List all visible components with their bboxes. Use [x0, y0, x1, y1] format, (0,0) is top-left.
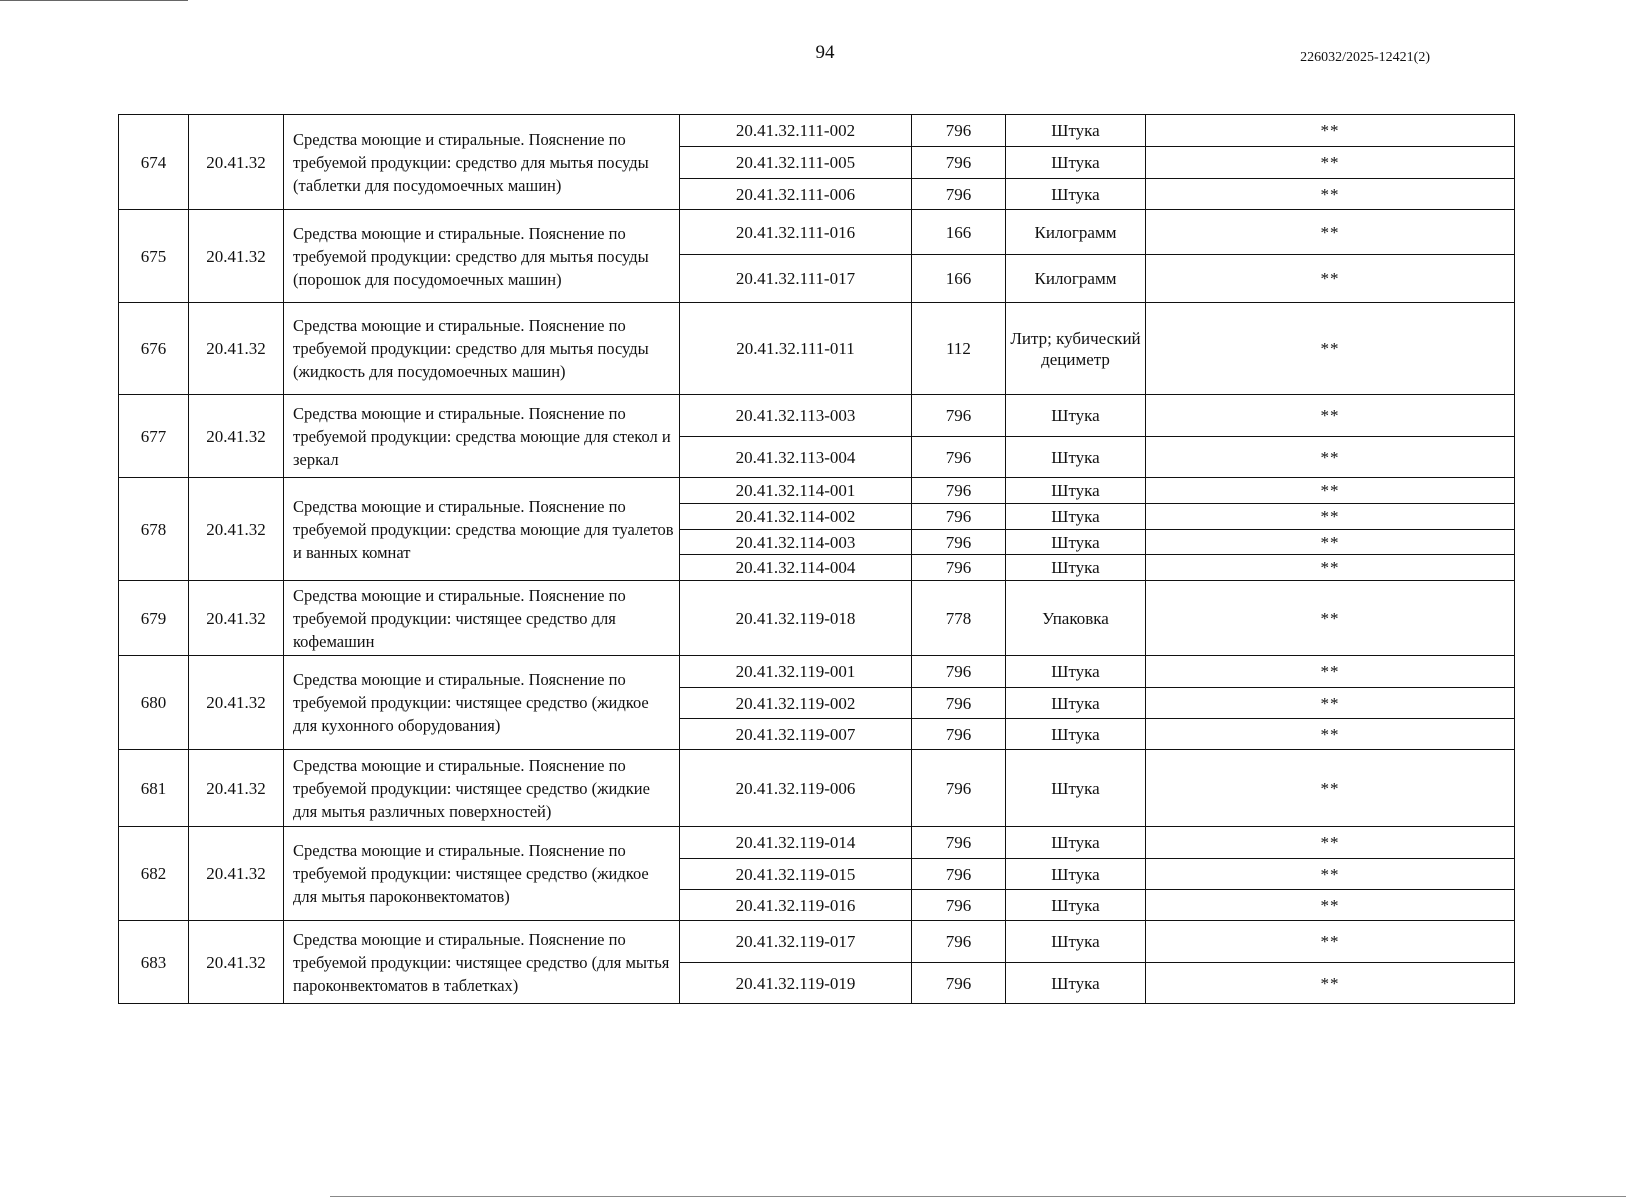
description-cell: Средства моющие и стиральные. Пояснение по требуемой продукции: средство для мытья посуды (таблетки для посудомоечных машин) — [284, 115, 680, 210]
note-cell: ** — [1146, 963, 1515, 1004]
note-cell: ** — [1146, 656, 1515, 688]
note-cell: ** — [1146, 859, 1515, 890]
table-row — [119, 581, 1515, 656]
ktru-code-cell: 20.41.32.114-002 — [680, 504, 912, 530]
note-cell: ** — [1146, 750, 1515, 827]
ktru-code-cell: 20.41.32.111-011 — [680, 303, 912, 395]
okei-code-cell: 796 — [912, 437, 1006, 478]
ktru-code-cell: 20.41.32.114-001 — [680, 478, 912, 504]
row-number-cell: 681 — [119, 750, 189, 827]
ktru-code-cell: 20.41.32.111-006 — [680, 179, 912, 210]
okpd-code-cell: 20.41.32 — [189, 478, 284, 581]
okei-code-cell: 796 — [912, 147, 1006, 179]
note-cell: ** — [1146, 395, 1515, 437]
ktru-code-cell: 20.41.32.114-004 — [680, 555, 912, 581]
table-row — [119, 478, 1515, 504]
okpd-code-cell: 20.41.32 — [189, 210, 284, 303]
unit-cell: Штука — [1006, 179, 1146, 210]
unit-cell: Штука — [1006, 963, 1146, 1004]
note-cell: ** — [1146, 555, 1515, 581]
ktru-code-cell: 20.41.32.119-006 — [680, 750, 912, 827]
row-number-cell: 682 — [119, 827, 189, 921]
unit-cell: Штука — [1006, 890, 1146, 921]
okei-code-cell: 796 — [912, 719, 1006, 750]
note-cell: ** — [1146, 719, 1515, 750]
unit-cell: Штука — [1006, 827, 1146, 859]
scan-edge-bottom — [330, 1196, 1626, 1197]
unit-cell: Штука — [1006, 750, 1146, 827]
description-cell: Средства моющие и стиральные. Пояснение по требуемой продукции: чистящее средство (для мытья пароконвектоматов в таблетках) — [284, 921, 680, 1004]
table-row — [119, 303, 1515, 395]
unit-cell: Штука — [1006, 478, 1146, 504]
row-number-cell: 678 — [119, 478, 189, 581]
unit-cell: Килограмм — [1006, 210, 1146, 255]
note-cell: ** — [1146, 921, 1515, 963]
okei-code-cell: 796 — [912, 504, 1006, 530]
product-table — [118, 114, 1515, 1004]
ktru-code-cell: 20.41.32.111-016 — [680, 210, 912, 255]
unit-cell: Штука — [1006, 504, 1146, 530]
note-cell: ** — [1146, 303, 1515, 395]
okei-code-cell: 796 — [912, 395, 1006, 437]
ktru-code-cell: 20.41.32.111-002 — [680, 115, 912, 147]
note-cell: ** — [1146, 530, 1515, 555]
description-cell: Средства моющие и стиральные. Пояснение по требуемой продукции: чистящее средство для кофемашин — [284, 581, 680, 656]
ktru-code-cell: 20.41.32.119-016 — [680, 890, 912, 921]
okpd-code-cell: 20.41.32 — [189, 303, 284, 395]
unit-cell: Упаковка — [1006, 581, 1146, 656]
note-cell: ** — [1146, 210, 1515, 255]
okei-code-cell: 796 — [912, 750, 1006, 827]
ktru-code-cell: 20.41.32.119-018 — [680, 581, 912, 656]
note-cell: ** — [1146, 255, 1515, 303]
unit-cell: Штука — [1006, 530, 1146, 555]
note-cell: ** — [1146, 581, 1515, 656]
ktru-code-cell: 20.41.32.113-004 — [680, 437, 912, 478]
description-cell: Средства моющие и стиральные. Пояснение по требуемой продукции: средство для мытья посуды (порошок для посудомоечных машин) — [284, 210, 680, 303]
ktru-code-cell: 20.41.32.119-007 — [680, 719, 912, 750]
description-cell: Средства моющие и стиральные. Пояснение по требуемой продукции: чистящее средство (жидкое для кухонного оборудования) — [284, 656, 680, 750]
ktru-code-cell: 20.41.32.119-002 — [680, 688, 912, 719]
row-number-cell: 677 — [119, 395, 189, 478]
okei-code-cell: 778 — [912, 581, 1006, 656]
okei-code-cell: 796 — [912, 963, 1006, 1004]
page-number: 94 — [815, 42, 835, 63]
ktru-code-cell: 20.41.32.119-001 — [680, 656, 912, 688]
unit-cell: Штука — [1006, 555, 1146, 581]
table-row — [119, 115, 1515, 147]
okei-code-cell: 796 — [912, 890, 1006, 921]
row-number-cell: 675 — [119, 210, 189, 303]
ktru-code-cell: 20.41.32.119-015 — [680, 859, 912, 890]
note-cell: ** — [1146, 115, 1515, 147]
unit-cell: Килограмм — [1006, 255, 1146, 303]
okei-code-cell: 796 — [912, 921, 1006, 963]
okei-code-cell: 796 — [912, 859, 1006, 890]
table-row — [119, 656, 1515, 688]
okei-code-cell: 796 — [912, 115, 1006, 147]
note-cell: ** — [1146, 504, 1515, 530]
unit-cell: Литр; кубический дециметр — [1006, 303, 1146, 395]
description-cell: Средства моющие и стиральные. Пояснение по требуемой продукции: чистящее средство (жидкое для мытья пароконвектоматов) — [284, 827, 680, 921]
ktru-code-cell: 20.41.32.113-003 — [680, 395, 912, 437]
okpd-code-cell: 20.41.32 — [189, 921, 284, 1004]
okpd-code-cell: 20.41.32 — [189, 656, 284, 750]
row-number-cell: 679 — [119, 581, 189, 656]
unit-cell: Штука — [1006, 921, 1146, 963]
ktru-code-cell: 20.41.32.119-019 — [680, 963, 912, 1004]
row-number-cell: 680 — [119, 656, 189, 750]
okpd-code-cell: 20.41.32 — [189, 395, 284, 478]
description-cell: Средства моющие и стиральные. Пояснение по требуемой продукции: средства моющие для стекол и зеркал — [284, 395, 680, 478]
okpd-code-cell: 20.41.32 — [189, 115, 284, 210]
table-row — [119, 395, 1515, 437]
unit-cell: Штука — [1006, 147, 1146, 179]
ktru-code-cell: 20.41.32.111-017 — [680, 255, 912, 303]
unit-cell: Штука — [1006, 859, 1146, 890]
unit-cell: Штука — [1006, 719, 1146, 750]
okei-code-cell: 796 — [912, 179, 1006, 210]
note-cell: ** — [1146, 147, 1515, 179]
note-cell: ** — [1146, 437, 1515, 478]
okei-code-cell: 796 — [912, 688, 1006, 719]
table-row — [119, 921, 1515, 963]
row-number-cell: 683 — [119, 921, 189, 1004]
okei-code-cell: 796 — [912, 656, 1006, 688]
description-cell: Средства моющие и стиральные. Пояснение по требуемой продукции: средство для мытья посуды (жидкость для посудомоечных машин) — [284, 303, 680, 395]
note-cell: ** — [1146, 827, 1515, 859]
unit-cell: Штука — [1006, 656, 1146, 688]
table-row — [119, 827, 1515, 859]
unit-cell: Штука — [1006, 115, 1146, 147]
note-cell: ** — [1146, 890, 1515, 921]
okpd-code-cell: 20.41.32 — [189, 581, 284, 656]
okpd-code-cell: 20.41.32 — [189, 827, 284, 921]
row-number-cell: 676 — [119, 303, 189, 395]
description-cell: Средства моющие и стиральные. Пояснение по требуемой продукции: средства моющие для туалетов и ванных комнат — [284, 478, 680, 581]
table-row — [119, 750, 1515, 827]
okei-code-cell: 796 — [912, 555, 1006, 581]
okpd-code-cell: 20.41.32 — [189, 750, 284, 827]
document-id: 226032/2025-12421(2) — [1300, 50, 1430, 65]
okei-code-cell: 112 — [912, 303, 1006, 395]
note-cell: ** — [1146, 179, 1515, 210]
row-number-cell: 674 — [119, 115, 189, 210]
unit-cell: Штука — [1006, 395, 1146, 437]
table-row — [119, 210, 1515, 255]
note-cell: ** — [1146, 478, 1515, 504]
scan-edge-top — [0, 0, 188, 1]
unit-cell: Штука — [1006, 437, 1146, 478]
okei-code-cell: 166 — [912, 255, 1006, 303]
okei-code-cell: 796 — [912, 827, 1006, 859]
okei-code-cell: 166 — [912, 210, 1006, 255]
ktru-code-cell: 20.41.32.119-017 — [680, 921, 912, 963]
ktru-code-cell: 20.41.32.114-003 — [680, 530, 912, 555]
ktru-code-cell: 20.41.32.111-005 — [680, 147, 912, 179]
note-cell: ** — [1146, 688, 1515, 719]
ktru-code-cell: 20.41.32.119-014 — [680, 827, 912, 859]
unit-cell: Штука — [1006, 688, 1146, 719]
okei-code-cell: 796 — [912, 530, 1006, 555]
okei-code-cell: 796 — [912, 478, 1006, 504]
description-cell: Средства моющие и стиральные. Пояснение по требуемой продукции: чистящее средство (жидкие для мытья различных поверхностей) — [284, 750, 680, 827]
